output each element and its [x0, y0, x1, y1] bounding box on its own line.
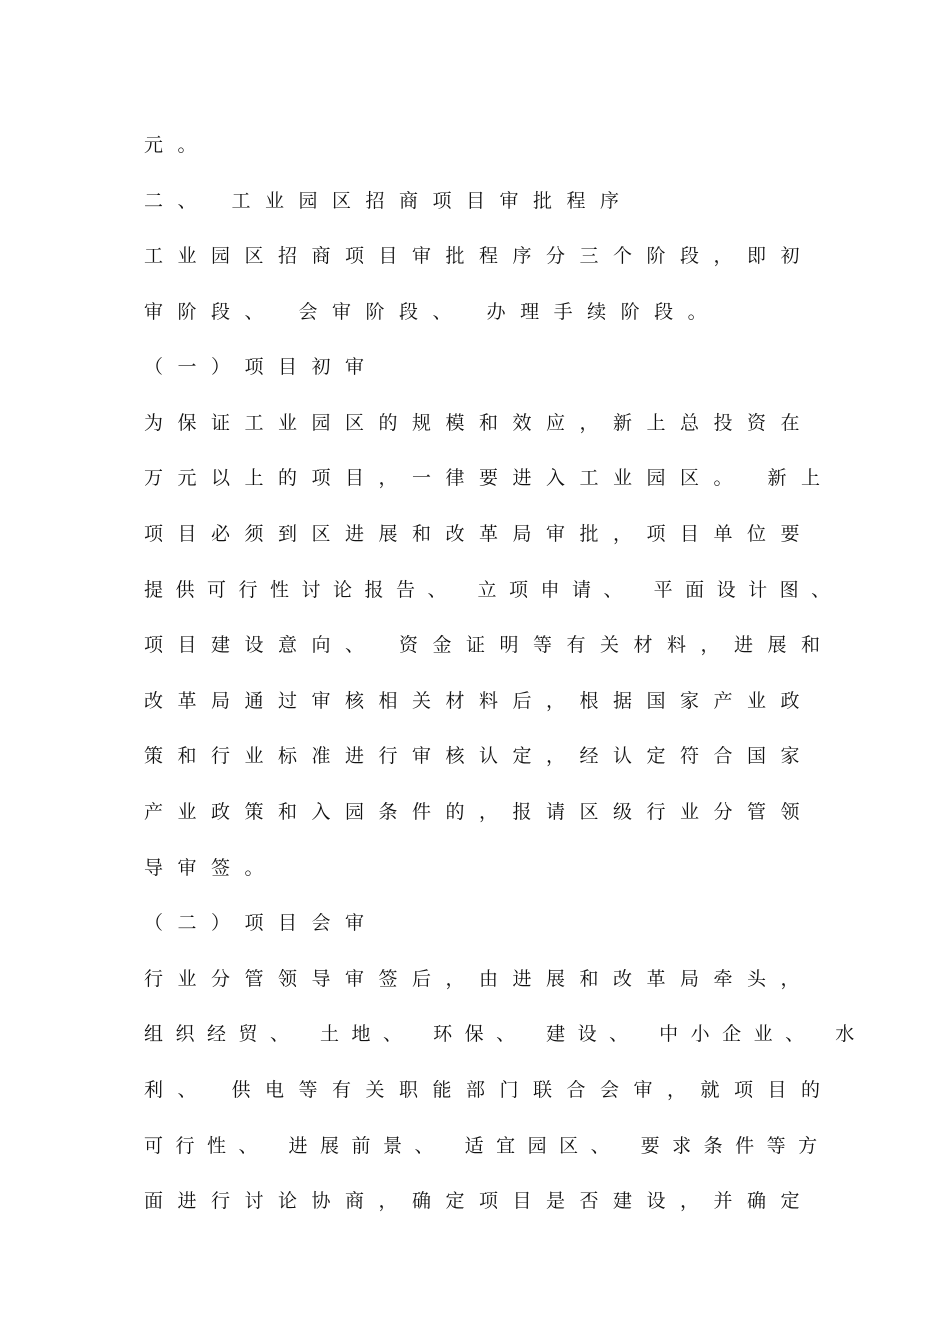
text-line: 产业政策和入园条件的，报请区级行业分管领	[144, 801, 815, 823]
text-line: 项目必须到区进展和改革局审批，项目单位要	[144, 523, 815, 545]
text-line: 项目建设意向、 资金证明等有关材料，进展和	[144, 634, 835, 656]
text-line: 利、 供电等有关职能部门联合会审，就项目的	[144, 1079, 835, 1101]
text-line: 为保证工业园区的规模和效应，新上总投资在	[144, 412, 815, 434]
text-line: 改革局通过审核相关材料后，根据国家产业政	[144, 690, 815, 712]
text-line: 工业园区招商项目审批程序分三个阶段，即初	[144, 245, 815, 267]
text-line: 元。	[144, 134, 212, 156]
subsection-heading: （二）项目会审	[144, 912, 379, 934]
text-line: 面进行讨论协商，确定项目是否建设，并确定	[144, 1190, 815, 1212]
section-heading: 二、 工业园区招商项目审批程序	[144, 190, 634, 212]
text-line: 审阶段、 会审阶段、 办理手续阶段。	[144, 301, 722, 323]
text-line: 组织经贸、 土地、 环保、 建设、 中小企业、 水	[144, 1023, 867, 1045]
text-line: 可行性、 进展前景、 适宜园区、 要求条件等方	[144, 1135, 830, 1157]
text-line: 策和行业标准进行审核认定，经认定符合国家	[144, 745, 815, 767]
text-line: 行业分管领导审签后，由进展和改革局牵头，	[144, 968, 815, 990]
text-line: 提供可行性讨论报告、 立项申请、 平面设计图、	[144, 579, 843, 601]
text-line: 导审签。	[144, 857, 279, 879]
text-line: 万元以上的项目，一律要进入工业园区。 新上	[144, 467, 835, 489]
subsection-heading: （一）项目初审	[144, 356, 379, 378]
